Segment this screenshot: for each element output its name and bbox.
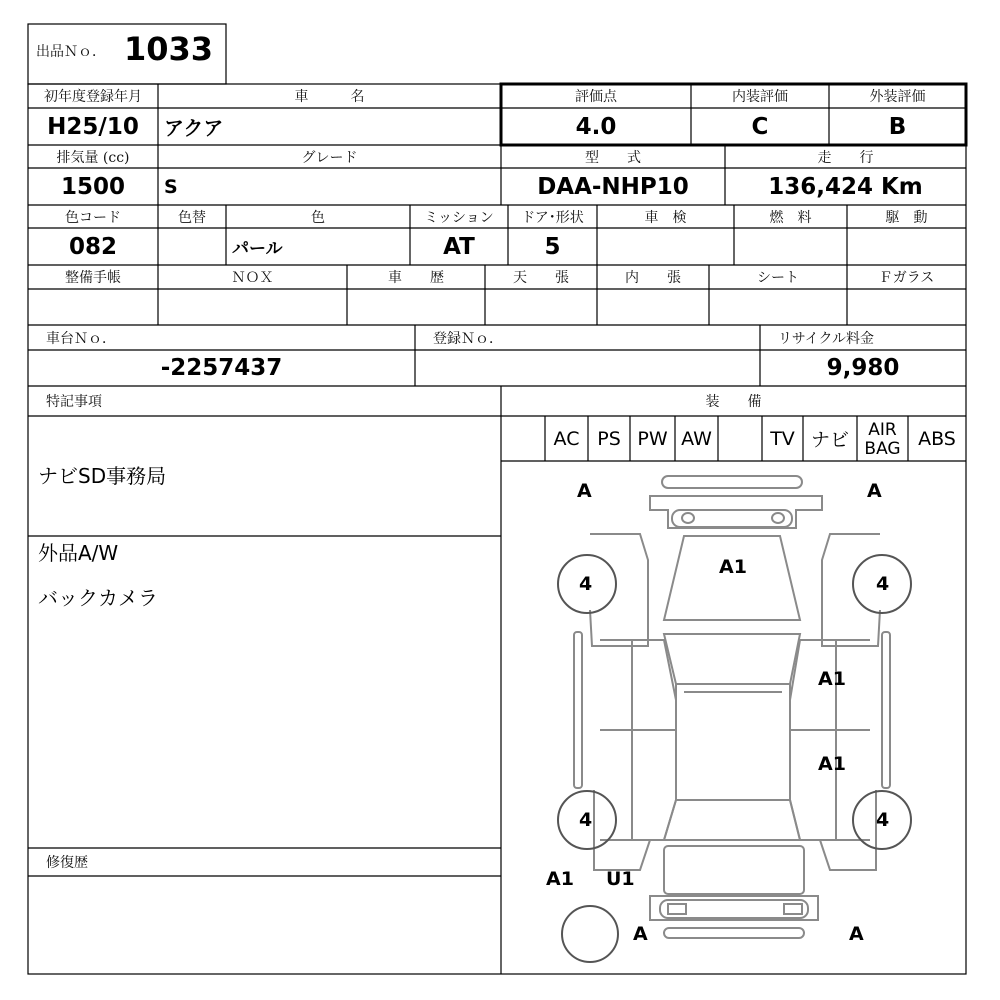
- exterior-score-value: B: [888, 113, 907, 140]
- car-name-label: 車 名: [294, 89, 365, 105]
- mark-right-front-door: A1: [818, 668, 846, 690]
- color-label: 色: [311, 209, 325, 226]
- drive-label: 駆 動: [885, 209, 928, 226]
- mileage-label: 走 行: [817, 149, 874, 166]
- mark-rear-left-a1: A1: [546, 868, 574, 890]
- mission-label: ミッション: [424, 209, 494, 226]
- nox-label: ＮＯＸ: [231, 270, 274, 286]
- mark-rear-left-corner: A: [633, 923, 648, 945]
- equipment-ac: AC: [553, 427, 580, 450]
- first-registration-label: 初年度登録年月: [44, 89, 142, 105]
- exterior-score-label: 外装評価: [869, 89, 926, 105]
- front-glass-label: Ｆガラス: [878, 270, 935, 286]
- note-line-1: ナビSD事務局: [38, 464, 167, 488]
- lot-number: 1033: [124, 30, 214, 68]
- mark-rear-left-tire: 4: [579, 809, 593, 831]
- vehicle-history-label: 車 歴: [388, 270, 444, 286]
- note-line-3: バックカメラ: [38, 586, 158, 610]
- special-notes-label: 特記事項: [46, 394, 102, 410]
- grade-label: グレード: [301, 149, 358, 166]
- equipment-aw: AW: [681, 427, 712, 450]
- service-book-label: 整備手帳: [65, 270, 121, 286]
- equipment-ps: PS: [597, 427, 621, 450]
- seat-label: シート: [757, 270, 799, 286]
- car-name-value: アクア: [164, 116, 224, 140]
- mission-value: AT: [443, 233, 475, 260]
- equipment-airbag: AIR BAG: [864, 419, 901, 459]
- displacement-value: 1500: [60, 173, 125, 200]
- color-value: パール: [232, 239, 283, 259]
- mark-front-left-tire: 4: [579, 573, 593, 595]
- mark-rear-right-corner: A: [849, 923, 864, 945]
- mark-right-rear-door: A1: [818, 753, 846, 775]
- color-code-label: 色コード: [65, 209, 121, 226]
- equipment-abs: ABS: [918, 427, 956, 450]
- interior-score-label: 内装評価: [732, 89, 788, 105]
- grade-value: S: [164, 175, 178, 198]
- equipment-pw: PW: [637, 427, 668, 450]
- equipment-navi: ナビ: [810, 429, 849, 451]
- lot-label: 出品Ｎｏ．: [36, 44, 106, 60]
- first-registration-value: H25/10: [47, 113, 139, 140]
- fuel-label: 燃 料: [769, 209, 812, 226]
- mileage-value: 136,424 Km: [768, 173, 923, 200]
- mark-hood: A1: [719, 556, 747, 578]
- chassis-number-label: 車台Ｎｏ．: [46, 330, 116, 347]
- model-label: 型 式: [585, 149, 641, 166]
- interior-lining-label: 内 張: [625, 270, 681, 286]
- equipment-label: 装 備: [705, 394, 762, 410]
- recycle-fee-label: リサイクル料金: [778, 330, 875, 347]
- score-value: 4.0: [575, 113, 617, 140]
- doors-value: 5: [544, 233, 561, 260]
- color-code-value: 082: [68, 233, 117, 260]
- chassis-number-value: -2257437: [160, 355, 283, 381]
- mark-front-right-corner: A: [867, 480, 882, 502]
- recycle-fee-value: 9,980: [826, 355, 900, 381]
- repaint-label: 色替: [178, 209, 206, 226]
- mark-rear-left-u1: U1: [606, 868, 635, 890]
- note-line-2: 外品A/W: [38, 541, 119, 565]
- equipment-tv: TV: [770, 427, 795, 450]
- doors-label: ドア･形状: [521, 209, 584, 226]
- repair-history-label: 修復歴: [46, 855, 88, 871]
- score-label: 評価点: [575, 89, 617, 105]
- displacement-label: 排気量 (cc): [56, 149, 130, 166]
- mark-front-left-corner: A: [577, 480, 592, 502]
- roof-lining-label: 天 張: [513, 270, 569, 286]
- model-value: DAA-NHP10: [537, 173, 689, 200]
- registration-number-label: 登録Ｎｏ．: [433, 330, 503, 347]
- inspection-label: 車 検: [644, 209, 687, 226]
- interior-score-value: C: [751, 113, 769, 140]
- mark-rear-right-tire: 4: [876, 809, 890, 831]
- mark-front-right-tire: 4: [876, 573, 890, 595]
